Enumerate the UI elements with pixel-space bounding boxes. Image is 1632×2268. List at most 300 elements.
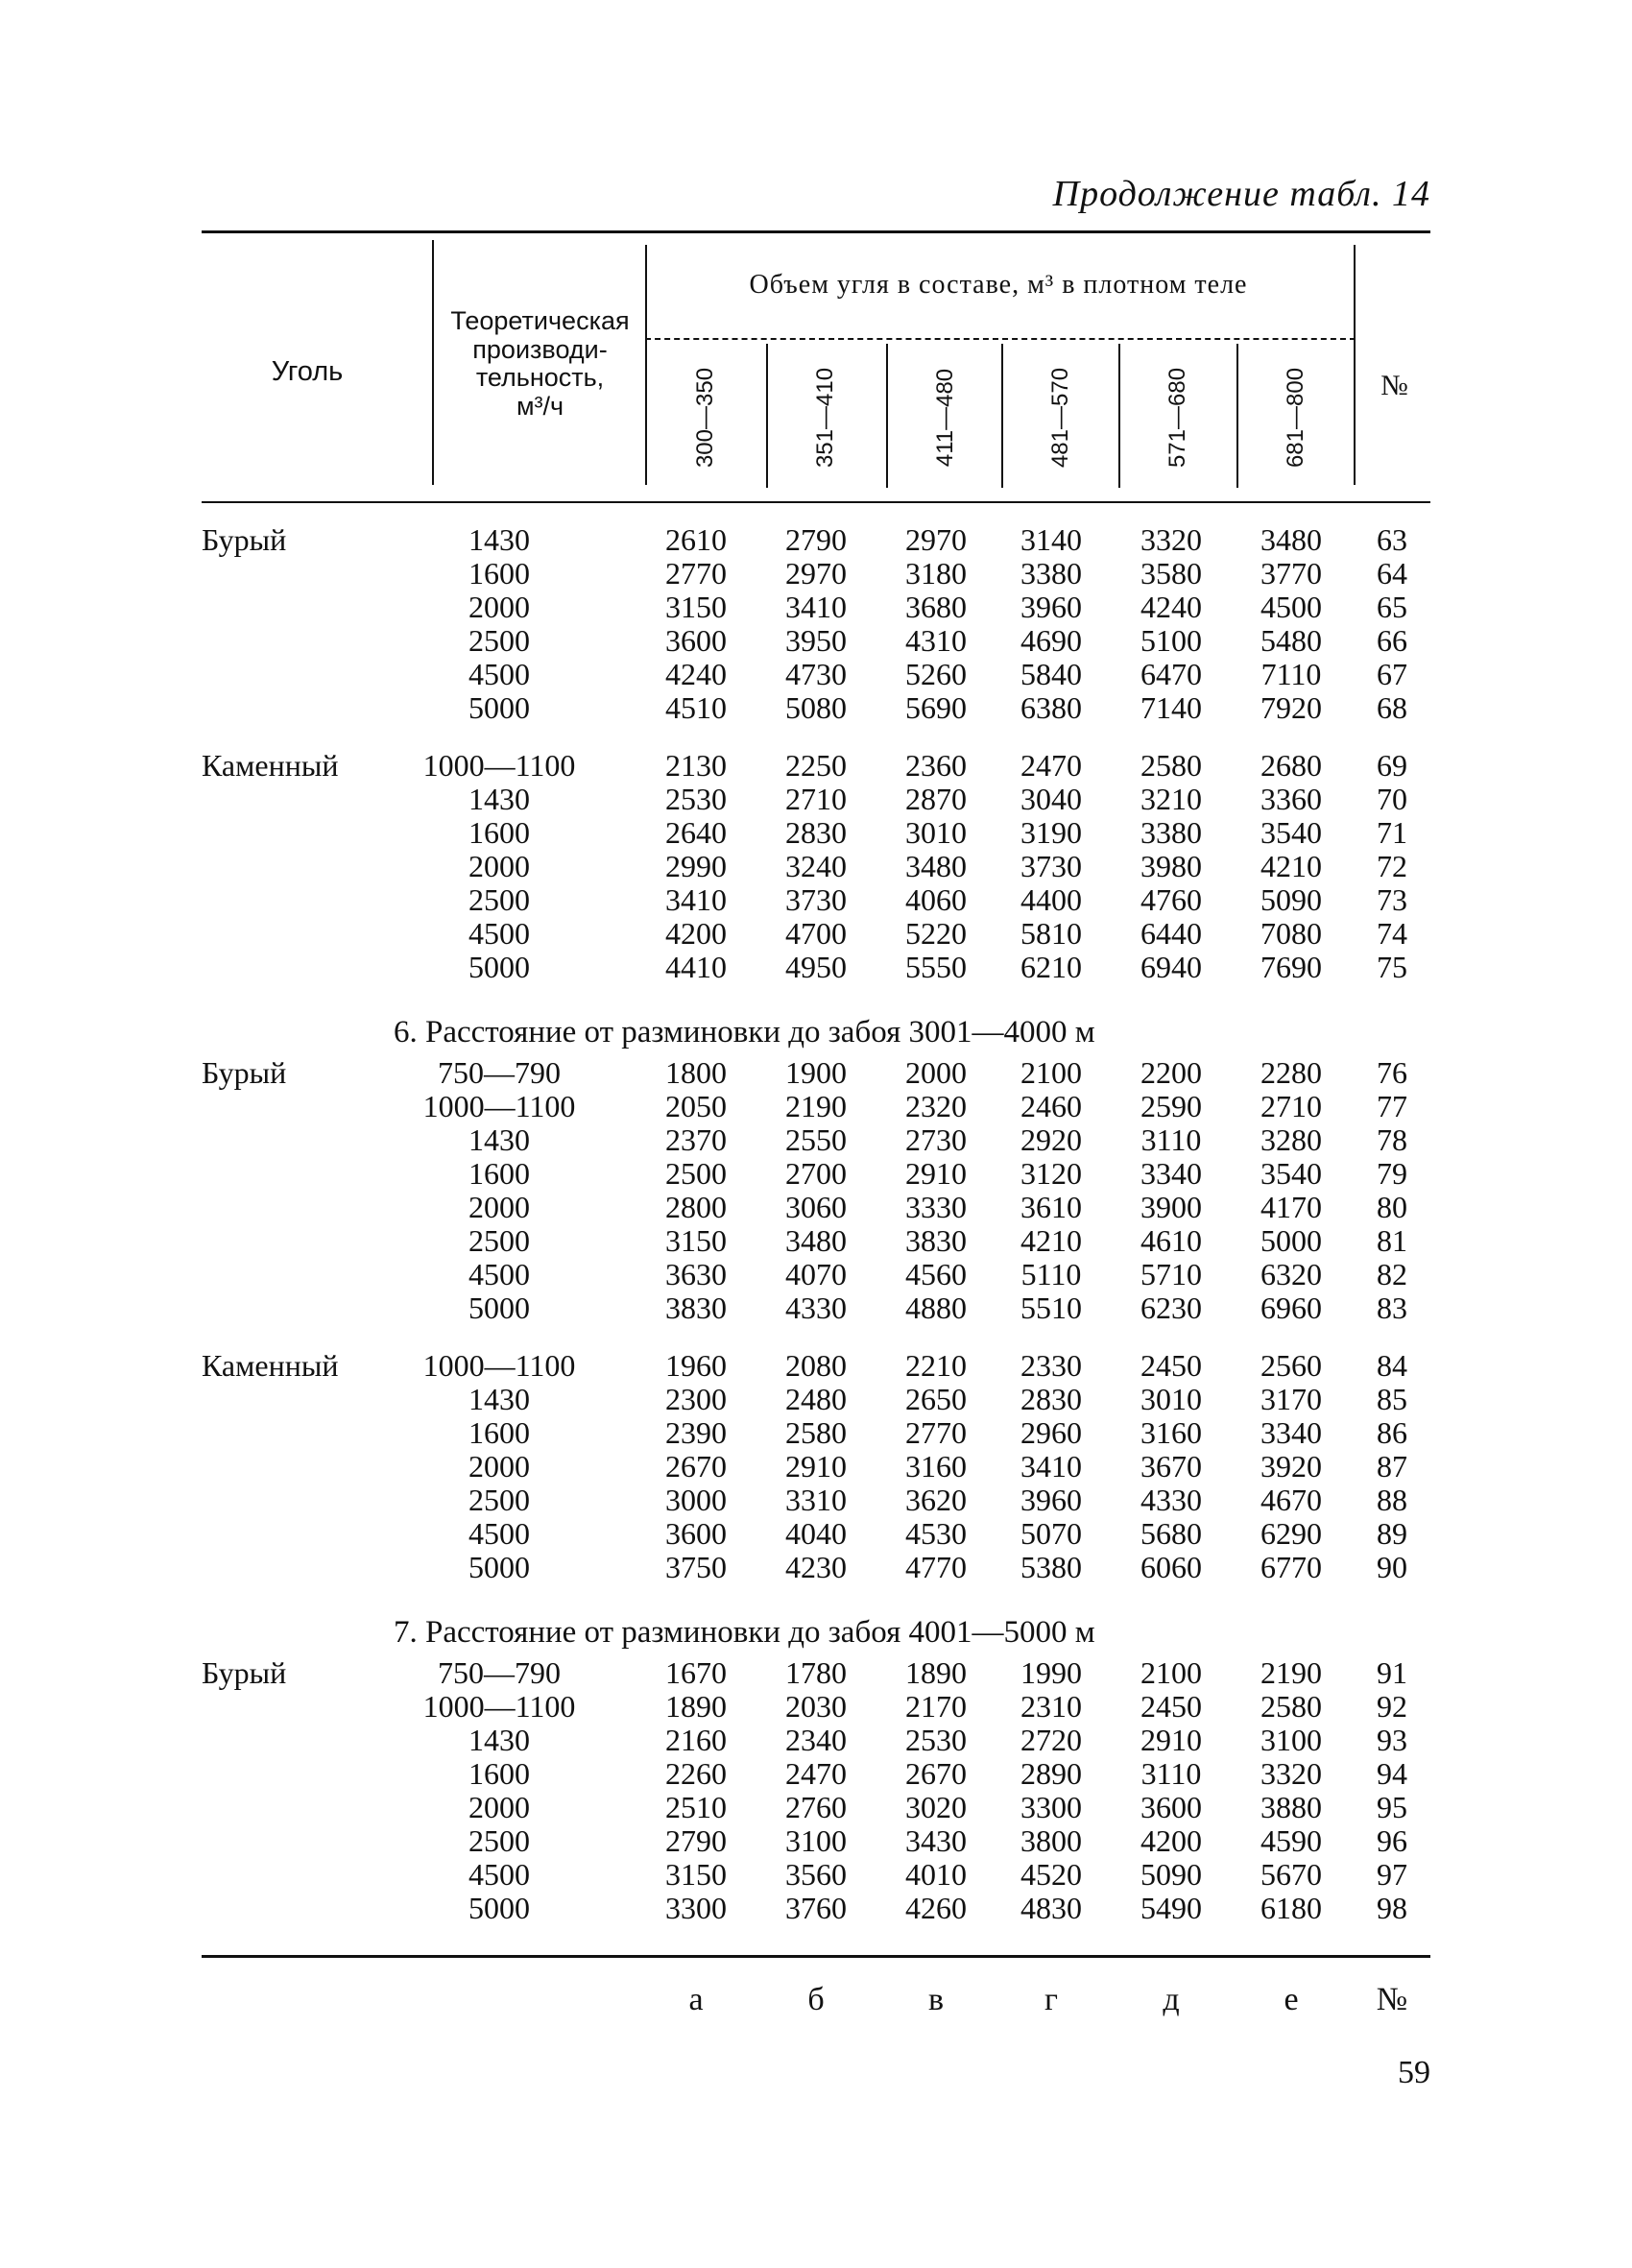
performance-cell: 1430 xyxy=(468,522,530,557)
volume-cell: 6290 xyxy=(1260,1516,1322,1551)
volume-cell: 2610 xyxy=(665,522,727,557)
volume-cell: 2000 xyxy=(905,1055,967,1090)
volume-cell: 2530 xyxy=(905,1723,967,1757)
section-title: 7. Расстояние от разминовки до забоя 4001—5000 м xyxy=(394,1615,1095,1650)
table-row xyxy=(0,1258,1632,1291)
row-number: 72 xyxy=(1377,849,1407,883)
performance-cell: 1000—1100 xyxy=(422,1089,576,1123)
volume-cell: 2340 xyxy=(785,1723,847,1757)
volume-cell: 3600 xyxy=(1140,1790,1202,1824)
volume-cell: 4690 xyxy=(1020,623,1082,658)
row-number: 76 xyxy=(1377,1055,1407,1090)
row-number: 64 xyxy=(1377,556,1407,591)
performance-cell: 1000—1100 xyxy=(422,1348,576,1383)
range-label: 351—410 xyxy=(812,367,838,469)
volume-cell: 3730 xyxy=(1020,849,1082,883)
volume-cell: 5380 xyxy=(1020,1550,1082,1584)
volume-cell: 2960 xyxy=(1020,1415,1082,1450)
header-performance-line: тельность, xyxy=(475,363,605,393)
volume-cell: 2310 xyxy=(1020,1689,1082,1724)
header-divider xyxy=(766,344,768,488)
row-number: 63 xyxy=(1377,522,1407,557)
volume-cell: 3300 xyxy=(665,1891,727,1925)
volume-cell: 3380 xyxy=(1140,815,1202,850)
header-performance-line: Теоретическая xyxy=(450,306,630,335)
volume-cell: 3340 xyxy=(1140,1156,1202,1191)
volume-cell: 2670 xyxy=(665,1449,727,1484)
row-number: 73 xyxy=(1377,882,1407,917)
volume-cell: 3430 xyxy=(905,1823,967,1858)
table-row xyxy=(0,850,1632,883)
volume-cell: 2330 xyxy=(1020,1348,1082,1383)
row-number: 77 xyxy=(1377,1089,1407,1123)
volume-cell: 3100 xyxy=(1260,1723,1322,1757)
volume-cell: 3630 xyxy=(665,1257,727,1291)
volume-cell: 3210 xyxy=(1140,782,1202,816)
volume-cell: 3760 xyxy=(785,1891,847,1925)
volume-cell: 4830 xyxy=(1020,1891,1082,1925)
table-row xyxy=(0,1157,1632,1191)
volume-cell: 4520 xyxy=(1020,1857,1082,1892)
table-row xyxy=(0,658,1632,691)
volume-cell: 3830 xyxy=(665,1291,727,1325)
volume-cell: 1960 xyxy=(665,1348,727,1383)
volume-cell: 4330 xyxy=(1140,1483,1202,1517)
range-label: 411—480 xyxy=(932,368,958,468)
volume-cell: 3300 xyxy=(1020,1790,1082,1824)
volume-cell: 3410 xyxy=(1020,1449,1082,1484)
volume-cell: 2450 xyxy=(1140,1689,1202,1724)
performance-cell: 5000 xyxy=(468,1550,530,1584)
volume-cell: 6770 xyxy=(1260,1550,1322,1584)
volume-cell: 6940 xyxy=(1140,950,1202,984)
performance-cell: 4500 xyxy=(468,657,530,691)
header-divider xyxy=(1118,344,1120,488)
volume-cell: 3320 xyxy=(1140,522,1202,557)
volume-cell: 3180 xyxy=(905,556,967,591)
volume-cell: 3360 xyxy=(1260,782,1322,816)
volume-cell: 2650 xyxy=(905,1382,967,1416)
volume-cell: 2870 xyxy=(905,782,967,816)
table-row xyxy=(0,783,1632,816)
volume-cell: 3280 xyxy=(1260,1122,1322,1157)
section-title: 6. Расстояние от разминовки до забоя 3001—4000 м xyxy=(394,1015,1095,1050)
header-performance-line: производи- xyxy=(472,334,608,364)
volume-cell: 2790 xyxy=(665,1823,727,1858)
volume-cell: 3010 xyxy=(1140,1382,1202,1416)
performance-cell: 5000 xyxy=(468,1891,530,1925)
table-row xyxy=(0,1824,1632,1858)
row-number: 78 xyxy=(1377,1122,1407,1157)
volume-cell: 3040 xyxy=(1020,782,1082,816)
header-performance xyxy=(437,307,643,422)
volume-cell: 2560 xyxy=(1260,1348,1322,1383)
volume-cell: 2790 xyxy=(785,522,847,557)
volume-cell: 1800 xyxy=(665,1055,727,1090)
table-row xyxy=(0,591,1632,624)
volume-cell: 4210 xyxy=(1020,1223,1082,1258)
volume-cell: 3060 xyxy=(785,1190,847,1224)
table-bottom-rule xyxy=(202,1955,1430,1958)
volume-cell: 6380 xyxy=(1020,690,1082,725)
header-divider xyxy=(432,240,434,485)
table-row xyxy=(0,1656,1632,1690)
volume-cell: 5490 xyxy=(1140,1891,1202,1925)
table-row xyxy=(0,749,1632,783)
table-row xyxy=(0,1858,1632,1892)
volume-cell: 5220 xyxy=(905,916,967,951)
volume-cell: 3620 xyxy=(905,1483,967,1517)
row-number: 66 xyxy=(1377,623,1407,658)
volume-cell: 5510 xyxy=(1020,1291,1082,1325)
volume-cell: 3020 xyxy=(905,1790,967,1824)
performance-cell: 5000 xyxy=(468,1291,530,1325)
volume-cell: 4500 xyxy=(1260,590,1322,624)
volume-cell: 4670 xyxy=(1260,1483,1322,1517)
volume-cell: 5670 xyxy=(1260,1857,1322,1892)
volume-cell: 4510 xyxy=(665,690,727,725)
page-number: 59 xyxy=(1398,2055,1430,2090)
volume-cell: 6470 xyxy=(1140,657,1202,691)
performance-cell: 2500 xyxy=(468,882,530,917)
performance-cell: 1430 xyxy=(468,1382,530,1416)
volume-cell: 2970 xyxy=(905,522,967,557)
volume-cell: 3670 xyxy=(1140,1449,1202,1484)
row-number: 75 xyxy=(1377,950,1407,984)
volume-cell: 2190 xyxy=(1260,1655,1322,1690)
volume-cell: 4200 xyxy=(665,916,727,951)
row-number: 85 xyxy=(1377,1382,1407,1416)
volume-cell: 2770 xyxy=(905,1415,967,1450)
volume-cell: 4060 xyxy=(905,882,967,917)
table-row xyxy=(0,951,1632,984)
volume-cell: 2590 xyxy=(1140,1089,1202,1123)
header-number: № xyxy=(1380,370,1408,401)
volume-cell: 7920 xyxy=(1260,690,1322,725)
volume-cell: 4770 xyxy=(905,1550,967,1584)
volume-cell: 5710 xyxy=(1140,1257,1202,1291)
volume-cell: 2910 xyxy=(905,1156,967,1191)
header-divider xyxy=(1236,344,1238,488)
volume-cell: 2100 xyxy=(1020,1055,1082,1090)
table-row xyxy=(0,1724,1632,1757)
row-number: 87 xyxy=(1377,1449,1407,1484)
volume-cell: 2890 xyxy=(1020,1756,1082,1791)
volume-cell: 3150 xyxy=(665,590,727,624)
volume-cell: 3560 xyxy=(785,1857,847,1892)
volume-cell: 2910 xyxy=(1140,1723,1202,1757)
volume-cell: 2470 xyxy=(1020,748,1082,783)
table-row xyxy=(0,1757,1632,1791)
coal-type: Бурый xyxy=(202,1655,287,1690)
header-divider xyxy=(1001,344,1003,488)
column-letter: г xyxy=(1044,1982,1058,2017)
performance-cell: 1430 xyxy=(468,782,530,816)
volume-cell: 3920 xyxy=(1260,1449,1322,1484)
table-top-rule xyxy=(202,230,1430,233)
row-number: 79 xyxy=(1377,1156,1407,1191)
volume-cell: 3120 xyxy=(1020,1156,1082,1191)
performance-cell: 1600 xyxy=(468,815,530,850)
volume-cell: 3100 xyxy=(785,1823,847,1858)
table-row xyxy=(0,624,1632,658)
volume-cell: 4240 xyxy=(665,657,727,691)
header-volume-rule xyxy=(645,338,1356,340)
volume-cell: 3410 xyxy=(665,882,727,917)
coal-type: Каменный xyxy=(202,1348,339,1383)
table-body xyxy=(0,523,1632,1949)
header-divider xyxy=(886,344,888,488)
coal-group xyxy=(0,749,1632,984)
volume-cell: 2700 xyxy=(785,1156,847,1191)
volume-cell: 2710 xyxy=(785,782,847,816)
volume-cell: 4610 xyxy=(1140,1223,1202,1258)
volume-cell: 5090 xyxy=(1140,1857,1202,1892)
table-row xyxy=(0,523,1632,557)
volume-cell: 3240 xyxy=(785,849,847,883)
performance-cell: 1600 xyxy=(468,1156,530,1191)
volume-cell: 5110 xyxy=(1020,1257,1082,1291)
performance-cell: 5000 xyxy=(468,950,530,984)
volume-cell: 2480 xyxy=(785,1382,847,1416)
volume-cell: 2710 xyxy=(1260,1089,1322,1123)
volume-cell: 4730 xyxy=(785,657,847,691)
header-divider xyxy=(1354,245,1356,485)
range-label: 571—680 xyxy=(1164,367,1190,469)
volume-cell: 2640 xyxy=(665,815,727,850)
volume-cell: 3580 xyxy=(1140,556,1202,591)
volume-cell: 2470 xyxy=(785,1756,847,1791)
performance-cell: 2000 xyxy=(468,1190,530,1224)
performance-cell: 750—790 xyxy=(438,1055,561,1090)
volume-cell: 3540 xyxy=(1260,1156,1322,1191)
volume-cell: 2580 xyxy=(1260,1689,1322,1724)
volume-cell: 4040 xyxy=(785,1516,847,1551)
table-caption: Продолжение табл. 14 xyxy=(1052,174,1430,214)
performance-cell: 2000 xyxy=(468,1449,530,1484)
volume-cell: 1900 xyxy=(785,1055,847,1090)
column-letter-number: № xyxy=(1376,1982,1408,2017)
volume-cell: 7080 xyxy=(1260,916,1322,951)
volume-cell: 1780 xyxy=(785,1655,847,1690)
row-number: 83 xyxy=(1377,1291,1407,1325)
volume-cell: 6180 xyxy=(1260,1891,1322,1925)
column-letter: е xyxy=(1284,1982,1299,2017)
volume-cell: 6440 xyxy=(1140,916,1202,951)
volume-cell: 4210 xyxy=(1260,849,1322,883)
row-number: 74 xyxy=(1377,916,1407,951)
volume-cell: 3160 xyxy=(1140,1415,1202,1450)
row-number: 88 xyxy=(1377,1483,1407,1517)
volume-cell: 4170 xyxy=(1260,1190,1322,1224)
volume-cell: 2170 xyxy=(905,1689,967,1724)
volume-cell: 2200 xyxy=(1140,1055,1202,1090)
volume-cell: 3140 xyxy=(1020,522,1082,557)
volume-cell: 3730 xyxy=(785,882,847,917)
performance-cell: 2500 xyxy=(468,623,530,658)
volume-cell: 2300 xyxy=(665,1382,727,1416)
volume-cell: 1890 xyxy=(905,1655,967,1690)
table-row xyxy=(0,1892,1632,1925)
row-number: 86 xyxy=(1377,1415,1407,1450)
volume-cell: 6210 xyxy=(1020,950,1082,984)
volume-cell: 2030 xyxy=(785,1689,847,1724)
range-label: 481—570 xyxy=(1047,367,1073,469)
volume-cell: 4240 xyxy=(1140,590,1202,624)
performance-cell: 4500 xyxy=(468,1857,530,1892)
volume-cell: 5260 xyxy=(905,657,967,691)
volume-cell: 2190 xyxy=(785,1089,847,1123)
table-row xyxy=(0,1551,1632,1584)
volume-cell: 3150 xyxy=(665,1857,727,1892)
volume-cell: 3480 xyxy=(1260,522,1322,557)
volume-cell: 2100 xyxy=(1140,1655,1202,1690)
coal-group xyxy=(0,1656,1632,1925)
table-row xyxy=(0,1383,1632,1416)
volume-cell: 2050 xyxy=(665,1089,727,1123)
volume-cell: 2990 xyxy=(665,849,727,883)
volume-cell: 3680 xyxy=(905,590,967,624)
row-number: 98 xyxy=(1377,1891,1407,1925)
table-header-rule xyxy=(202,501,1430,503)
table-row xyxy=(0,1123,1632,1157)
volume-cell: 4700 xyxy=(785,916,847,951)
volume-cell: 3980 xyxy=(1140,849,1202,883)
volume-cell: 2460 xyxy=(1020,1089,1082,1123)
table-row xyxy=(0,1224,1632,1258)
volume-cell: 2130 xyxy=(665,748,727,783)
row-number: 97 xyxy=(1377,1857,1407,1892)
volume-cell: 4260 xyxy=(905,1891,967,1925)
volume-cell: 4070 xyxy=(785,1257,847,1291)
performance-cell: 4500 xyxy=(468,1516,530,1551)
volume-cell: 3410 xyxy=(785,590,847,624)
row-number: 91 xyxy=(1377,1655,1407,1690)
volume-cell: 3330 xyxy=(905,1190,967,1224)
volume-cell: 3610 xyxy=(1020,1190,1082,1224)
volume-cell: 5810 xyxy=(1020,916,1082,951)
volume-cell: 2370 xyxy=(665,1122,727,1157)
column-letter: д xyxy=(1163,1982,1180,2017)
volume-cell: 2550 xyxy=(785,1122,847,1157)
table-row xyxy=(0,691,1632,725)
volume-cell: 3170 xyxy=(1260,1382,1322,1416)
volume-cell: 2360 xyxy=(905,748,967,783)
row-number: 67 xyxy=(1377,657,1407,691)
volume-cell: 1890 xyxy=(665,1689,727,1724)
volume-cell: 2210 xyxy=(905,1348,967,1383)
volume-cell: 3110 xyxy=(1140,1122,1202,1157)
volume-cell: 3830 xyxy=(905,1223,967,1258)
volume-cell: 4590 xyxy=(1260,1823,1322,1858)
row-number: 84 xyxy=(1377,1348,1407,1383)
volume-cell: 4760 xyxy=(1140,882,1202,917)
coal-type: Бурый xyxy=(202,1055,287,1090)
performance-cell: 2500 xyxy=(468,1823,530,1858)
volume-cell: 2910 xyxy=(785,1449,847,1484)
volume-cell: 2760 xyxy=(785,1790,847,1824)
volume-cell: 2160 xyxy=(665,1723,727,1757)
volume-cell: 3480 xyxy=(905,849,967,883)
performance-cell: 1600 xyxy=(468,1415,530,1450)
table-row xyxy=(0,1191,1632,1224)
volume-cell: 2530 xyxy=(665,782,727,816)
row-number: 92 xyxy=(1377,1689,1407,1724)
volume-cell: 5690 xyxy=(905,690,967,725)
table-row xyxy=(0,883,1632,917)
volume-cell: 2580 xyxy=(1140,748,1202,783)
volume-cell: 3160 xyxy=(905,1449,967,1484)
table-row xyxy=(0,1291,1632,1325)
performance-cell: 1600 xyxy=(468,556,530,591)
volume-cell: 2500 xyxy=(665,1156,727,1191)
volume-cell: 5100 xyxy=(1140,623,1202,658)
performance-cell: 2000 xyxy=(468,590,530,624)
performance-cell: 1000—1100 xyxy=(422,1689,576,1724)
range-label: 681—800 xyxy=(1283,367,1308,469)
volume-cell: 3950 xyxy=(785,623,847,658)
volume-cell: 3800 xyxy=(1020,1823,1082,1858)
volume-cell: 3010 xyxy=(905,815,967,850)
volume-cell: 5840 xyxy=(1020,657,1082,691)
header-divider xyxy=(645,245,647,485)
volume-cell: 2830 xyxy=(1020,1382,1082,1416)
volume-cell: 4310 xyxy=(905,623,967,658)
volume-cell: 2450 xyxy=(1140,1348,1202,1383)
column-letter: а xyxy=(688,1982,704,2017)
volume-cell: 3480 xyxy=(785,1223,847,1258)
header-performance-line: м³/ч xyxy=(516,392,564,422)
volume-cell: 3750 xyxy=(665,1550,727,1584)
volume-cell: 4400 xyxy=(1020,882,1082,917)
volume-cell: 2680 xyxy=(1260,748,1322,783)
performance-cell: 2000 xyxy=(468,1790,530,1824)
volume-cell: 7140 xyxy=(1140,690,1202,725)
volume-cell: 7690 xyxy=(1260,950,1322,984)
volume-cell: 2280 xyxy=(1260,1055,1322,1090)
table-row xyxy=(0,917,1632,951)
volume-cell: 2800 xyxy=(665,1190,727,1224)
performance-cell: 2000 xyxy=(468,849,530,883)
volume-cell: 6060 xyxy=(1140,1550,1202,1584)
volume-cell: 4950 xyxy=(785,950,847,984)
volume-cell: 3380 xyxy=(1020,556,1082,591)
table-row xyxy=(0,1690,1632,1724)
performance-cell: 1430 xyxy=(468,1122,530,1157)
performance-cell: 4500 xyxy=(468,1257,530,1291)
performance-cell: 1600 xyxy=(468,1756,530,1791)
volume-cell: 1990 xyxy=(1020,1655,1082,1690)
volume-cell: 4010 xyxy=(905,1857,967,1892)
row-number: 81 xyxy=(1377,1223,1407,1258)
row-number: 70 xyxy=(1377,782,1407,816)
column-letter: в xyxy=(927,1982,945,2017)
row-number: 82 xyxy=(1377,1257,1407,1291)
row-number: 65 xyxy=(1377,590,1407,624)
row-number: 68 xyxy=(1377,690,1407,725)
volume-cell: 3190 xyxy=(1020,815,1082,850)
volume-cell: 2250 xyxy=(785,748,847,783)
volume-cell: 6230 xyxy=(1140,1291,1202,1325)
volume-cell: 5090 xyxy=(1260,882,1322,917)
range-label: 300—350 xyxy=(692,367,718,469)
volume-cell: 2970 xyxy=(785,556,847,591)
performance-cell: 1000—1100 xyxy=(422,748,576,783)
table-row xyxy=(0,1416,1632,1450)
performance-cell: 2500 xyxy=(468,1223,530,1258)
volume-cell: 3000 xyxy=(665,1483,727,1517)
row-number: 93 xyxy=(1377,1723,1407,1757)
